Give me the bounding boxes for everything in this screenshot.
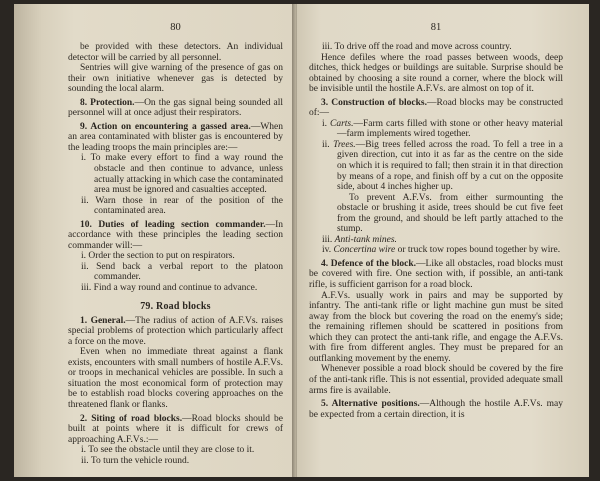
list-item: ii. To turn the vehicle round. (81, 455, 190, 466)
paragraph (68, 122, 283, 154)
paragraph-text: —Like all obstacles, road blocks must be covered with fire. One section with, if possible, an anti-tank rifle, is sufficient garrison for a road block. (309, 258, 563, 291)
paragraph-heading: 5. Alternative positions. (321, 399, 420, 410)
section-title: 79. Road blocks (140, 300, 211, 312)
list-item-continuation: To prevent A.F.Vs. from either surmounting the obstacle or brushing it aside, trees should be cut five feet from the ground, and should be left partly attached to the stump. (337, 192, 563, 235)
paragraph-text: —In accordance with these principles the leading section commander will:— (68, 219, 283, 251)
paragraph (68, 316, 283, 348)
paragraph: A.F.Vs. usually work in pairs and may be supported by infantry. The anti-tank rifle or light machine gun must be sited away from the block but covering the road on the enemy's side; the remaining riflemen should be scattered in positions from which they can protect the anti-tank rifle, and engage the A.F.Vs. with fire from different angles. They must be prepared for an outflanking movement by the enemy. (309, 290, 563, 364)
list-item: i. Order the section to put on respirators. (81, 251, 235, 262)
list-item: i. To make every effort to find a way round the obstacle and then continue to advance, unless actually attacking in which case the contaminated area must be ignored and casualties accepted. (81, 153, 283, 196)
paragraph-heading: 4. Defence of the block. (321, 258, 417, 269)
paragraph-heading: 8. Protection. (80, 97, 135, 108)
item-text: —Farm carts filled with stone or other heavy material—farm implements wired together. (337, 118, 564, 140)
page-number: 81 (430, 22, 442, 33)
paragraph: Even when no immediate threat against a flank exists, encounters with small numbers of hostile A.F.Vs. or troops in mechanical vehicles are possible. In such a situation the most economical form of protection may be to establish road blocks covering approaches on the threatened flank or flanks. (68, 347, 283, 410)
item-label: Anti-tank mines. (334, 234, 397, 245)
list-item: iii. Find a way round and continue to advance. (81, 283, 258, 294)
paragraph (68, 220, 283, 252)
paragraph (309, 98, 563, 119)
paragraph-text: —On the gas signal being sounded all personnel will at once adjust their respirators. (68, 97, 284, 119)
list-item: i. To see the obstacle until they are close to it. (81, 445, 255, 456)
item-text: or truck tow ropes bound together by wire. (395, 245, 561, 256)
paragraph (68, 98, 283, 119)
paragraph-text: —When an area contaminated with blister gas is encountered by the leading troops the main principles are:— (68, 121, 283, 153)
paragraph-heading: 3. Construction of blocks. (321, 97, 427, 108)
list-item: ii. Warn those in rear of the position of the contaminated area. (81, 195, 283, 217)
paragraph: Whenever possible a road block should be covered by the fire of the anti-tank rifle. This is not essential, provided adequate small arms fire is available. (309, 364, 563, 396)
paragraph-text: —Although the hostile A.F.Vs. may be expected from a certain direction, it is (309, 399, 563, 420)
item-label: Concertina wire (333, 245, 396, 256)
paragraph: Sentries will give warning of the presence of gas on their own initiative whenever gas is detected by sounding the local alarm. (68, 63, 283, 95)
list-item: iii. To drive off the road and move across country. (322, 42, 512, 52)
item-label: Carts. (330, 118, 354, 129)
paragraph-text: —The radius of action of A.F.Vs. raises special problems of protection which particularly affect a force on the move. (68, 315, 283, 347)
page-number: 80 (170, 22, 181, 33)
list-item: ii. Trees.—Big trees felled across the road. To fell a tree in a given direction, cut into it as far as the centre on the side on which it is required to fall; then strain it in that direction by means of a rope, and finish off by a cut on the opposite side, about 4 inches higher up. (322, 139, 564, 193)
paragraph: be provided with these detectors. An individual detector will be carried by all personnel. (68, 42, 283, 63)
item-text: —Big trees felled across the road. To fell a tree in a given direction, cut into it as far as the centre on the side on which it is required to fall; then strain it in that direction by means of a rope, and finish off by a cut on the opposite side, about 4 inches higher up. (337, 139, 564, 193)
right-page (297, 4, 589, 477)
paragraph (309, 259, 563, 291)
list-item: ii. Send back a verbal report to the platoon commander. (81, 261, 283, 283)
paragraph-text: —Road blocks should be built at points where it is difficult for crews of approaching A.F.Vs.:— (68, 413, 283, 445)
paragraph (309, 399, 563, 420)
list-item: iv. Concertina wire or truck tow ropes bound together by wire. (322, 245, 561, 256)
paragraph-heading: 2. Siting of road blocks. (80, 413, 183, 424)
left-page (14, 4, 295, 477)
paragraph-heading: 10. Duties of leading section commander. (80, 219, 266, 230)
item-label: Trees. (333, 139, 356, 150)
list-item: i. Carts.—Farm carts filled with stone or other heavy material—farm implements wired together. (322, 118, 564, 140)
paragraph-text: —Road blocks may be constructed of:— (309, 97, 564, 119)
paragraph: Hence defiles where the road passes between woods, deep ditches, thick hedges or buildings are suitable. Surprise should be obtained by choosing a site round a corner, where the block will be invisible until the hostile A.F.Vs. are almost on top of it. (309, 52, 563, 95)
paragraph-heading: 9. Action on encountering a gassed area. (80, 121, 251, 132)
list-item: iii. Anti-tank mines. (322, 234, 397, 245)
paragraph (68, 414, 283, 446)
paragraph-heading: 1. General. (80, 315, 126, 326)
